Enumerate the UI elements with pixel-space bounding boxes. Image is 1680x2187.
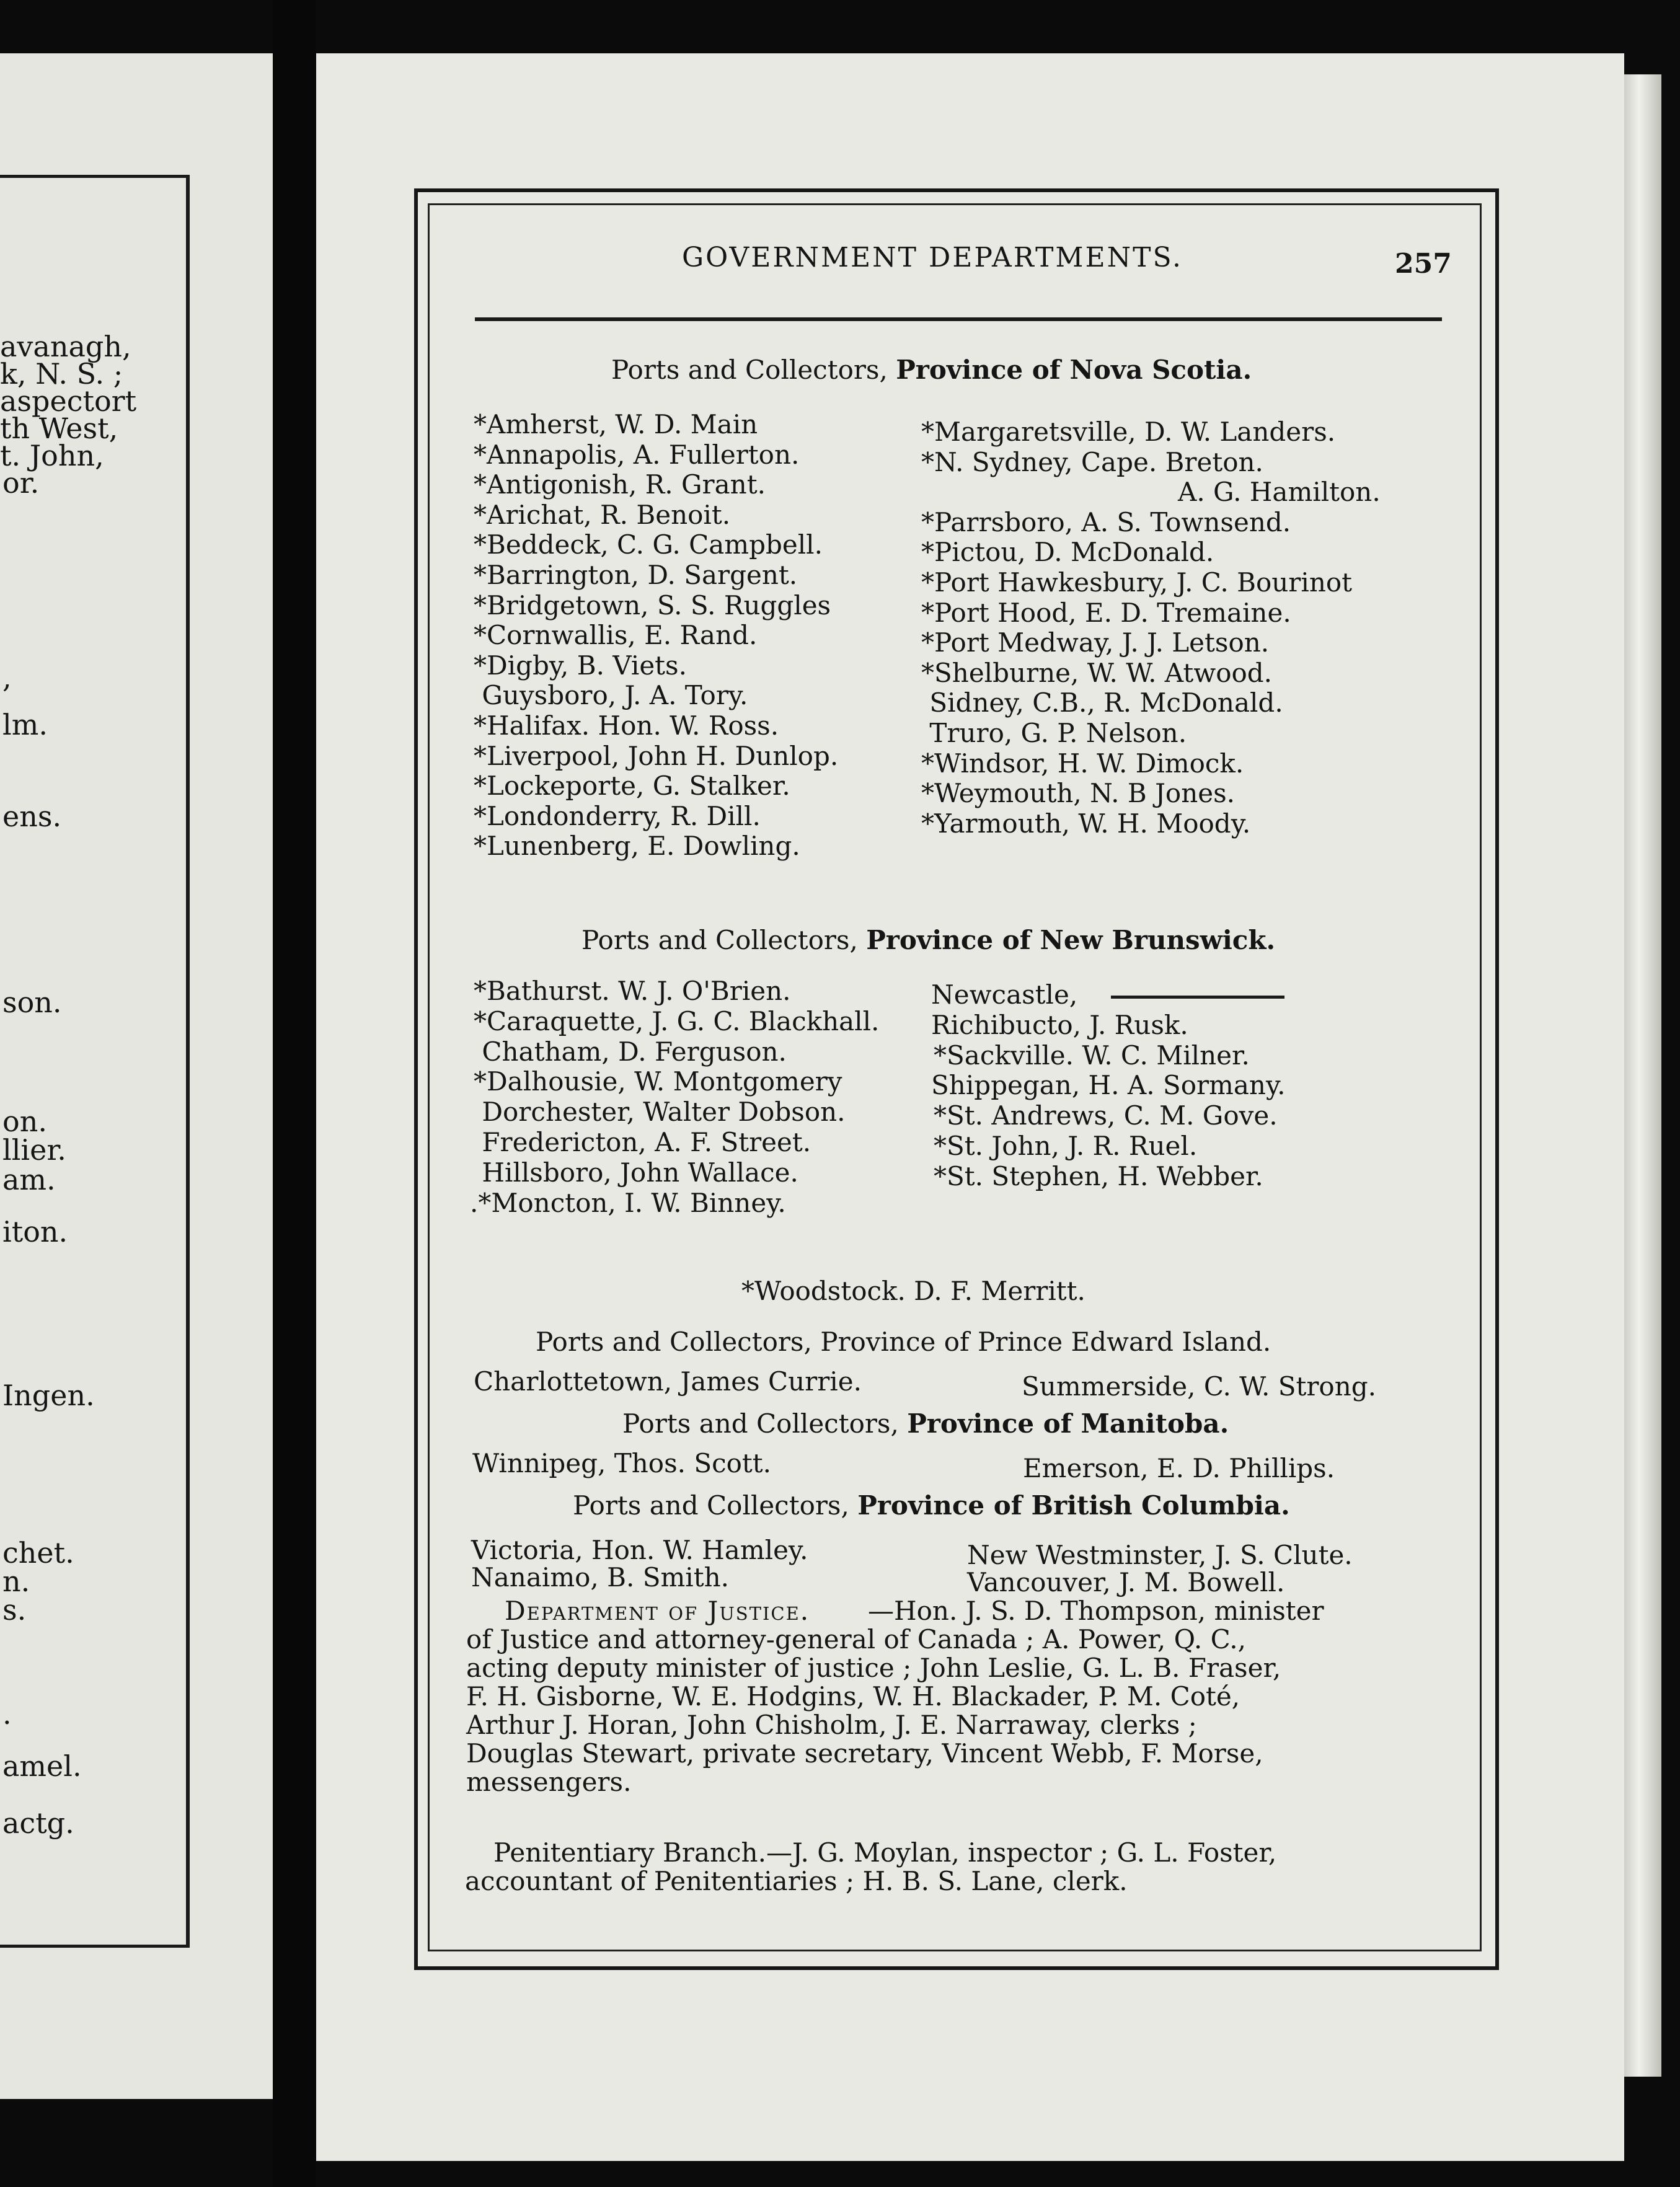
section-heading-nova-scotia (611, 357, 1252, 383)
left-page-fragment-line: amel. (2, 1749, 82, 1783)
port-entry: *Margaretsville, D. W. Landers. (921, 417, 1336, 447)
port-entry: Vancouver, J. M. Bowell. (967, 1567, 1285, 1597)
entry-winnipeg: Winnipeg, Thos. Scott. (472, 1448, 772, 1478)
left-page-fragment-line: iton. (2, 1215, 68, 1248)
port-entry: Sidney, C.B., R. McDonald. (921, 687, 1283, 718)
running-head: GOVERNMENT DEPARTMENTS. (682, 242, 1183, 273)
penitentiary-paragraph-line: Penitentiary Branch.—J. G. Moylan, inspector ; G. L. Foster, (493, 1837, 1277, 1868)
heading-province: Province of Prince Edward Island. (820, 1327, 1271, 1357)
port-entry: Guysboro, J. A. Tory. (474, 680, 748, 711)
port-entry: *Port Medway, J. J. Letson. (921, 627, 1270, 658)
port-entry: *Windsor, H. W. Dimock. (921, 748, 1244, 779)
port-entry: Shippegan, H. A. Sormany. (931, 1070, 1286, 1101)
port-entry: *Beddeck, C. G. Campbell. (474, 529, 823, 560)
heading-province: Province of New Brunswick. (866, 925, 1276, 955)
justice-paragraph-line: Arthur J. Horan, John Chisholm, J. E. Narraway, clerks ; (466, 1710, 1197, 1740)
port-entry: *Caraquette, J. G. C. Blackhall. (474, 1005, 880, 1036)
port-entry: *Port Hood, E. D. Tremaine. (921, 597, 1291, 628)
port-entry: *Weymouth, N. B Jones. (921, 778, 1236, 809)
heading-prefix: Ports and Collectors, (573, 1490, 858, 1521)
port-entry: Richibucto, J. Rusk. (931, 1009, 1188, 1040)
left-page-fragment-line: , (2, 661, 12, 694)
port-entry: *Shelburne, W. W. Atwood. (921, 657, 1273, 688)
port-entry: *St. Stephen, H. Webber. (934, 1160, 1263, 1191)
port-entry: Hillsboro, John Wallace. (474, 1157, 798, 1188)
justice-paragraph-line: —Hon. J. S. D. Thompson, minister (868, 1596, 1324, 1626)
heading-prefix: Ports and Collectors, (622, 1408, 908, 1439)
port-entry: *Amherst, W. D. Main (474, 409, 758, 440)
left-page-fragment-line: Ingen. (2, 1379, 95, 1412)
book-gutter (273, 0, 316, 2187)
left-page-fragment-line: th West, (0, 412, 118, 445)
left-page-fragment-line: or. (2, 466, 40, 500)
port-entry: Truro, G. P. Nelson. (921, 718, 1187, 748)
entry-summerside: Summerside, C. W. Strong. (1022, 1371, 1377, 1402)
port-entry: *Lunenberg, E. Dowling. (474, 831, 800, 862)
heading-prefix: Ports and Collectors, (581, 925, 867, 955)
heading-province: Province of British Columbia. (857, 1490, 1290, 1521)
port-entry: *Halifax. Hon. W. Ross. (474, 710, 779, 741)
left-page-fragment-line: lm. (2, 708, 48, 741)
section-heading-new-brunswick (581, 927, 1275, 953)
left-page-fragment-line: son. (2, 986, 62, 1019)
port-entry: *Bathurst. W. J. O'Brien. (474, 976, 791, 1006)
port-entry: *Yarmouth, W. H. Moody. (921, 808, 1251, 839)
port-entry: *St. John, J. R. Ruel. (934, 1131, 1198, 1161)
port-entry: *Londonderry, R. Dill. (474, 800, 761, 831)
port-entry: *St. Andrews, C. M. Gove. (934, 1100, 1278, 1131)
port-entry: *Annapolis, A. Fullerton. (474, 439, 800, 470)
port-entry: New Westminster, J. S. Clute. (967, 1540, 1353, 1570)
section-heading-manitoba (622, 1408, 1229, 1439)
left-page-fragment-line: aspectort (0, 384, 137, 418)
left-page-fragment-line: on. (2, 1105, 47, 1138)
heading-province: Province of Manitoba. (907, 1408, 1229, 1439)
port-entry: Newcastle, (931, 979, 1078, 1010)
left-page-fragment-line: ens. (2, 800, 62, 833)
port-entry: Dorchester, Walter Dobson. (474, 1097, 846, 1128)
page-edge (1624, 74, 1661, 2077)
left-page-fragment-line: actg. (2, 1806, 74, 1840)
left-page-fragment-line: chet. (2, 1536, 74, 1570)
port-entry: Chatham, D. Ferguson. (474, 1036, 787, 1067)
justice-paragraph-line: acting deputy minister of justice ; John Leslie, G. L. B. Fraser, (466, 1653, 1281, 1683)
port-entry: *Dalhousie, W. Montgomery (474, 1066, 842, 1097)
port-entry: *Barrington, D. Sargent. (474, 560, 798, 590)
port-entry: *Lockeporte, G. Stalker. (474, 771, 790, 802)
port-entry: *Bridgetown, S. S. Ruggles (474, 590, 831, 621)
left-page-fragment-line: llier. (2, 1133, 66, 1167)
penitentiary-paragraph-line: accountant of Penitentiaries ; H. B. S. Lane, clerk. (465, 1866, 1128, 1896)
port-entry: Nanaimo, B. Smith. (471, 1562, 730, 1593)
entry-charlottetown: Charlottetown, James Currie. (474, 1366, 862, 1397)
port-entry: *Antigonish, R. Grant. (474, 469, 766, 500)
left-page-fragment-line: t. John, (0, 439, 104, 472)
port-entry: *Parrsboro, A. S. Townsend. (921, 506, 1291, 537)
heading-prefix: Ports and Collectors, (611, 355, 896, 385)
port-entry: .*Moncton, I. W. Binney. (470, 1187, 786, 1218)
left-page-fragment-line: am. (2, 1163, 56, 1196)
header-rule (475, 317, 1442, 321)
section-heading-pei (536, 1329, 1271, 1355)
centered-entry-woodstock: *Woodstock. D. F. Merritt. (741, 1276, 1085, 1306)
justice-paragraph-line: F. H. Gisborne, W. E. Hodgins, W. H. Blackader, P. M. Coté, (466, 1681, 1240, 1712)
left-page-fragment-line: n. (2, 1565, 30, 1598)
port-entry: *Pictou, D. McDonald. (921, 537, 1214, 568)
justice-paragraph-line: Douglas Stewart, private secretary, Vincent Webb, F. Morse, (466, 1738, 1263, 1769)
port-entry: *Liverpool, John H. Dunlop. (474, 740, 839, 771)
section-heading-british-columbia (573, 1490, 1290, 1521)
port-entry: *Arichat, R. Benoit. (474, 499, 731, 530)
port-entry: *N. Sydney, Cape. Breton. (921, 446, 1263, 477)
port-entry: *Port Hawkesbury, J. C. Bourinot (921, 567, 1353, 598)
left-page-fragment-line: s. (2, 1593, 27, 1627)
port-entry: Victoria, Hon. W. Hamley. (471, 1535, 808, 1565)
left-page-fragment-line: avanagh, (0, 330, 131, 363)
blank-collector-rule (1111, 996, 1284, 999)
entry-emerson: Emerson, E. D. Phillips. (1023, 1453, 1335, 1483)
justice-paragraph-line: messengers. (466, 1767, 632, 1797)
port-entry: A. G. Hamilton. (1178, 477, 1381, 508)
left-page-fragment-line: k, N. S. ; (0, 357, 123, 391)
port-entry: *Sackville. W. C. Milner. (934, 1040, 1250, 1071)
port-entry: *Digby, B. Viets. (474, 650, 687, 681)
heading-prefix: Ports and Collectors, (536, 1327, 821, 1357)
justice-paragraph-line: of Justice and attorney-general of Canada ; A. Power, Q. C., (466, 1624, 1246, 1655)
heading-province: Province of Nova Scotia. (896, 355, 1252, 385)
page-number: 257 (1395, 248, 1452, 280)
port-entry: Fredericton, A. F. Street. (474, 1127, 811, 1157)
port-entry: *Cornwallis, E. Rand. (474, 620, 758, 651)
department-label: Department of Justice. (505, 1596, 810, 1626)
left-page-fragment-line: . (2, 1697, 12, 1731)
